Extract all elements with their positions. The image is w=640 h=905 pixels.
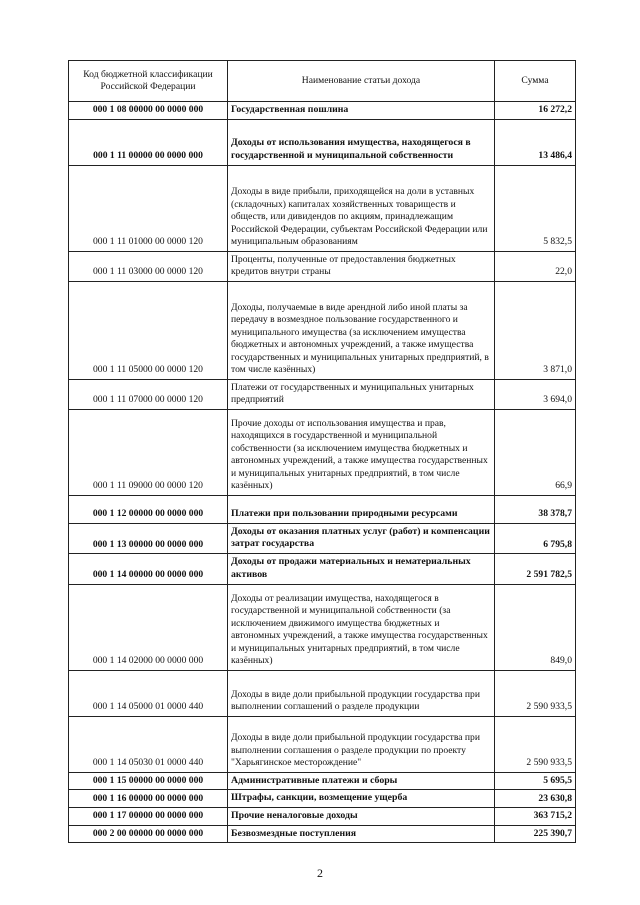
row-code: 000 1 14 00000 00 0000 000: [69, 554, 228, 584]
header-name: Наименование статьи дохода: [228, 61, 495, 102]
table-row: [69, 670, 576, 716]
row-name: Безвозмездные поступления: [228, 825, 495, 843]
row-name: Платежи при пользовании природными ресурсами: [228, 495, 495, 523]
table-row: [69, 554, 576, 584]
row-sum: 3 871,0: [495, 281, 576, 379]
row-code: 000 1 11 00000 00 0000 000: [69, 119, 228, 165]
row-sum: 38 378,7: [495, 495, 576, 523]
row-sum: 2 590 933,5: [495, 716, 576, 772]
row-sum: 23 630,8: [495, 790, 576, 808]
row-sum: 22,0: [495, 251, 576, 281]
table-row: [69, 825, 576, 843]
row-code: 000 1 15 00000 00 0000 000: [69, 772, 228, 790]
row-name: Доходы в виде доли прибыльной продукции государства при выполнении соглашения о разделе продукции по проекту "Харьягинское месторождение": [228, 716, 495, 772]
revenue-table: [68, 60, 576, 843]
row-sum: 13 486,4: [495, 119, 576, 165]
row-code: 000 1 14 02000 00 0000 000: [69, 584, 228, 670]
table-row: [69, 790, 576, 808]
row-code: 000 1 14 05000 01 0000 440: [69, 670, 228, 716]
row-sum: 16 272,2: [495, 102, 576, 120]
table-row: [69, 281, 576, 379]
table-row: [69, 523, 576, 553]
row-name: Доходы, получаемые в виде арендной либо иной платы за передачу в возмездное пользование государственного и муниципального имущества (за исключением имущества бюджетных и автономных учреждений, а также имущества государственных и муниципальных унитарных предприятий, в том числе казённых): [228, 281, 495, 379]
header-sum: Сумма: [495, 61, 576, 102]
table-row: [69, 165, 576, 251]
row-name: Доходы от реализации имущества, находящегося в государственной и муниципальной собственности (за исключением движимого имущества бюджетных и автономных учреждений, а также имущества государственных и муниципальных унитарных предприятий, в том числе казённых): [228, 584, 495, 670]
table-row: [69, 409, 576, 495]
row-name: Доходы от использования имущества, находящегося в государственной и муниципальной собственности: [228, 119, 495, 165]
row-code: 000 1 12 00000 00 0000 000: [69, 495, 228, 523]
row-name: Доходы в виде доли прибыльной продукции государства при выполнении соглашений о разделе продукции: [228, 670, 495, 716]
row-code: 000 1 11 03000 00 0000 120: [69, 251, 228, 281]
row-name: Проценты, полученные от предоставления бюджетных кредитов внутри страны: [228, 251, 495, 281]
row-name: Прочие неналоговые доходы: [228, 808, 495, 826]
row-sum: 66,9: [495, 409, 576, 495]
header-code: Код бюджетной классификации Российской Федерации: [69, 61, 228, 102]
row-code: 000 2 00 00000 00 0000 000: [69, 825, 228, 843]
row-code: 000 1 11 01000 00 0000 120: [69, 165, 228, 251]
row-code: 000 1 17 00000 00 0000 000: [69, 808, 228, 826]
row-sum: 5 832,5: [495, 165, 576, 251]
table-header-row: [69, 61, 576, 102]
row-code: 000 1 16 00000 00 0000 000: [69, 790, 228, 808]
table-row: [69, 772, 576, 790]
table-row: [69, 119, 576, 165]
row-code: 000 1 14 05030 01 0000 440: [69, 716, 228, 772]
row-name: Доходы от оказания платных услуг (работ) и компенсации затрат государства: [228, 523, 495, 553]
row-code: 000 1 11 05000 00 0000 120: [69, 281, 228, 379]
table-row: [69, 808, 576, 826]
row-code: 000 1 11 09000 00 0000 120: [69, 409, 228, 495]
row-sum: 2 590 933,5: [495, 670, 576, 716]
row-sum: 6 795,8: [495, 523, 576, 553]
row-sum: 225 390,7: [495, 825, 576, 843]
row-name: Государственная пошлина: [228, 102, 495, 120]
row-sum: 3 694,0: [495, 379, 576, 409]
row-code: 000 1 11 07000 00 0000 120: [69, 379, 228, 409]
table-row: [69, 251, 576, 281]
row-sum: 5 695,5: [495, 772, 576, 790]
table-row: [69, 584, 576, 670]
row-code: 000 1 13 00000 00 0000 000: [69, 523, 228, 553]
page-number: 2: [317, 866, 323, 880]
table-row: [69, 495, 576, 523]
row-name: Штрафы, санкции, возмещение ущерба: [228, 790, 495, 808]
table-row: [69, 379, 576, 409]
row-name: Прочие доходы от использования имущества и прав, находящихся в государственной и муниципальной собственности (за исключением имущества бюджетных и автономных учреждений, а также имущества государственных и муниципальных унитарных предприятий, в том числе казённых): [228, 409, 495, 495]
row-name: Доходы от продажи материальных и нематериальных активов: [228, 554, 495, 584]
row-name: Административные платежи и сборы: [228, 772, 495, 790]
row-code: 000 1 08 00000 00 0000 000: [69, 102, 228, 120]
row-sum: 363 715,2: [495, 808, 576, 826]
row-name: Платежи от государственных и муниципальных унитарных предприятий: [228, 379, 495, 409]
row-sum: 2 591 782,5: [495, 554, 576, 584]
row-sum: 849,0: [495, 584, 576, 670]
row-name: Доходы в виде прибыли, приходящейся на доли в уставных (складочных) капиталах хозяйственных товариществ и обществ, или дивидендов по акциям, принадлежащим Российской Федерации, субъектам Российской Федерации или муниципальным образованиям: [228, 165, 495, 251]
table-row: [69, 102, 576, 120]
table-row: [69, 716, 576, 772]
